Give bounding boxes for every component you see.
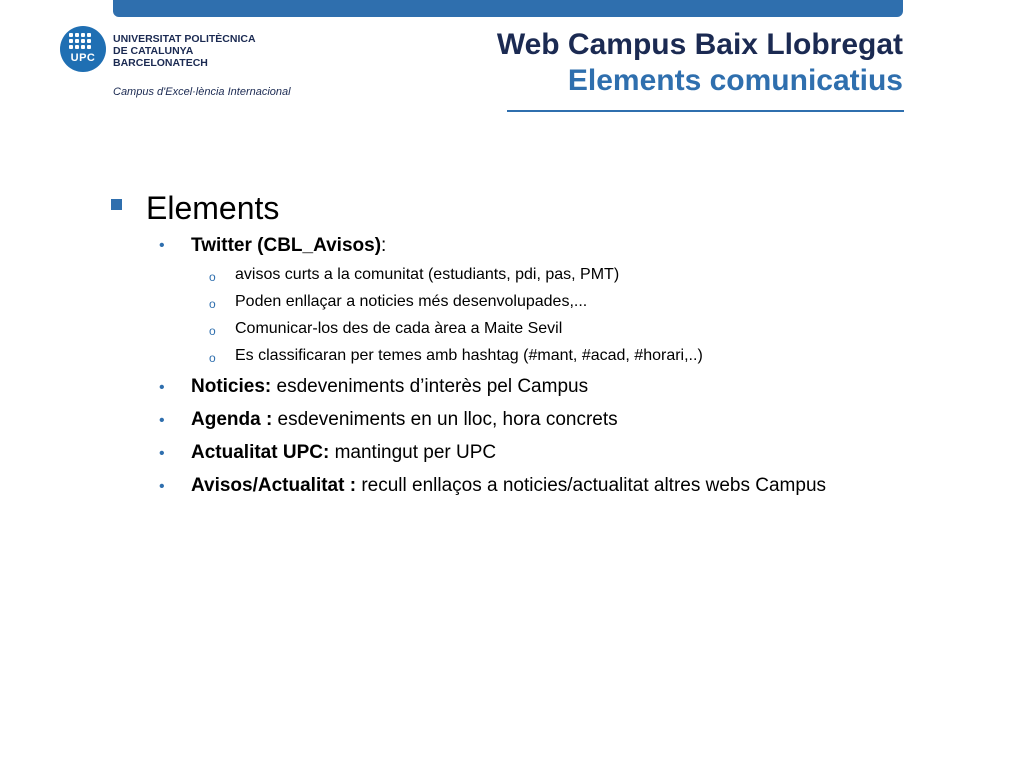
item-bold-label: Twitter (CBL_Avisos) (191, 235, 382, 256)
item-text: esdeveniments d’interès pel Campus (271, 376, 589, 397)
circle-bullet-icon: o (209, 324, 216, 338)
item-text: recull enllaços a noticies/actualitat altres webs Campus (356, 475, 827, 496)
item-text: mantingut per UPC (329, 442, 497, 463)
item-bold-label: Actualitat UPC: (191, 442, 330, 463)
list-item-actualitat (191, 442, 496, 464)
logo-mark-text: UPC (70, 52, 96, 64)
logo-line-2: DE CATALUNYA (113, 45, 194, 57)
circle-bullet-icon: o (209, 270, 216, 284)
item-bold-label: Avisos/Actualitat : (191, 475, 357, 496)
list-item-twitter (191, 235, 386, 257)
circle-bullet-icon: o (209, 351, 216, 365)
circle-bullet-icon: o (209, 297, 216, 311)
list-item-noticies (191, 376, 588, 398)
upc-logo-icon (60, 26, 106, 72)
item-bold-label: Noticies: (191, 376, 272, 397)
sub-list-item: Poden enllaçar a noticies més desenvolupades,... (235, 293, 588, 310)
title-divider (507, 110, 904, 112)
slide-title-block (497, 26, 903, 98)
bullet-dot-icon: • (159, 412, 165, 429)
bullet-dot-icon: • (159, 478, 165, 495)
bullet-dot-icon: • (159, 237, 165, 254)
university-name (113, 33, 256, 69)
item-text: esdeveniments en un lloc, hora concrets (272, 409, 618, 430)
sub-list-item: Es classificaran per temes amb hashtag (#mant, #acad, #horari,..) (235, 347, 703, 364)
section-heading: Elements (146, 190, 280, 226)
logo-line-1: UNIVERSITAT POLITÈCNICA (113, 33, 256, 45)
item-text: : (381, 235, 387, 256)
logo-tagline: Campus d'Excel·lència Internacional (113, 86, 291, 98)
slide-subtitle: Elements comunicatius (567, 64, 903, 97)
item-bold-label: Agenda : (191, 409, 273, 430)
sub-list-item: avisos curts a la comunitat (estudiants, pdi, pas, PMT) (235, 266, 620, 283)
sub-list-item: Comunicar-los des de cada àrea a Maite Sevil (235, 320, 563, 337)
list-item-agenda (191, 409, 618, 431)
top-bar (113, 0, 903, 17)
bullet-dot-icon: • (159, 379, 165, 396)
list-item-avisos (191, 475, 826, 497)
square-bullet-icon (111, 199, 122, 210)
bullet-dot-icon: • (159, 445, 165, 462)
slide-title: Web Campus Baix Llobregat (496, 28, 903, 61)
logo-line-3: BARCELONATECH (113, 57, 208, 69)
